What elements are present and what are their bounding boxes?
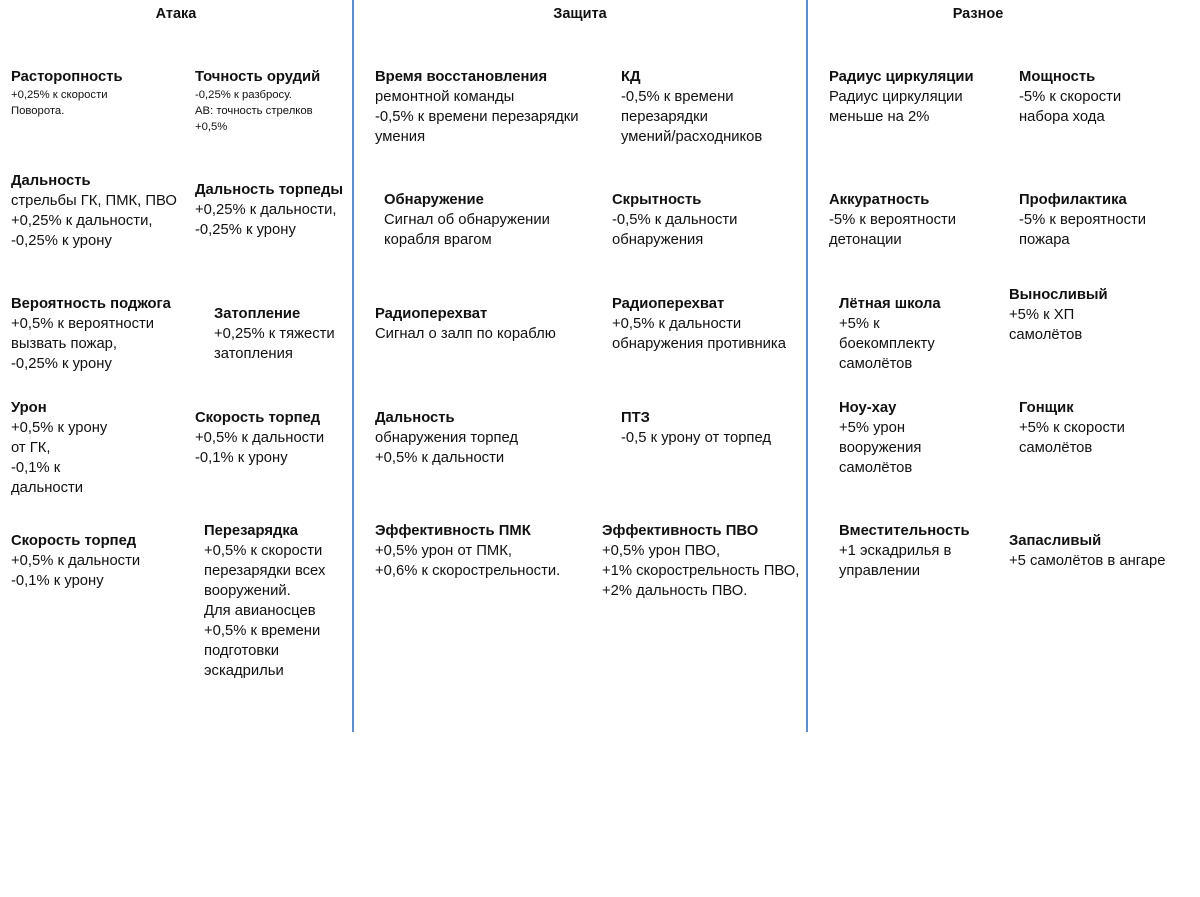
skill-description: +0,25% к скорости Поворота. [11,89,108,117]
skill-title: Мощность [1019,69,1096,85]
skill-description: стрельбы ГК, ПМК, ПВО +0,25% к дальности, -0,25% к урону [11,193,177,249]
skill-description: -0,5% к времени перезарядки умений/расходников [621,89,763,145]
skill-description: -5% к вероятности пожара [1019,212,1147,248]
skill-card [195,180,343,240]
skill-title: Дальность [375,410,455,426]
skill-title: Обнаружение [384,192,484,208]
skill-card [375,521,560,581]
skill-title: Радиоперехват [375,306,488,322]
skill-description: +5% урон вооружения самолётов [839,420,922,476]
skill-title: Запасливый [1009,533,1102,549]
skill-description: +0,25% к тяжести затопления [214,326,335,362]
skill-card [195,408,324,468]
skill-description: -0,25% к разбросу. АВ: точность стрелков +0,5% [195,89,313,133]
skill-card [602,521,799,601]
skill-card [11,294,171,374]
skill-title: Дальность [11,173,91,189]
skill-description: +0,5% урон от ПМК, +0,6% к скорострельности. [375,543,561,579]
skill-card [621,408,771,448]
skill-description: +5% к ХП самолётов [1009,307,1083,343]
skill-card [11,171,177,251]
skill-description: Радиус циркуляции меньше на 2% [829,89,963,125]
skill-title: Дальность торпеды [195,182,344,198]
skill-card [204,521,325,681]
skill-title: Скрытность [612,192,702,208]
skill-title: Лётная школа [839,296,941,312]
skill-card [839,521,970,581]
skill-description: +5 самолётов в ангаре [1009,553,1166,569]
column-title-misc: Разное [952,6,1004,22]
skill-description: ремонтной команды -0,5% к времени перезарядки умения [375,89,579,145]
column-divider [806,0,808,732]
skill-card [11,398,107,498]
skill-title: Урон [11,400,47,416]
skill-title: Гонщик [1019,400,1074,416]
skill-card [195,67,320,135]
column-divider [352,0,354,732]
skill-description: +0,25% к дальности, -0,25% к урону [195,202,337,238]
skill-title: Ноу-хау [839,400,897,416]
skill-description: -5% к скорости набора хода [1019,89,1122,125]
skill-description: +5% к скорости самолётов [1019,420,1125,456]
skill-card [612,190,737,250]
skill-description: +0,5% к дальности обнаружения противника [612,316,786,352]
skill-description: Сигнал о залп по кораблю [375,326,556,342]
skill-title: Аккуратность [829,192,930,208]
skill-card [11,67,123,119]
skill-description: +0,5% к вероятности вызвать пожар, -0,25% к урону [11,316,155,372]
skill-card [1009,531,1166,571]
skill-description: +0,5% урон ПВО, +1% скорострельность ПВО, +2% дальность ПВО. [602,543,800,599]
skill-card [1019,398,1125,458]
skill-title: Перезарядка [204,523,299,539]
skill-card [375,67,578,147]
column-title-attack: Атака [155,6,197,22]
skill-title: Расторопность [11,69,123,85]
skill-card [839,398,921,478]
skill-card [1019,190,1146,250]
skill-title: Радиоперехват [612,296,725,312]
skill-title: КД [621,69,641,85]
skill-title: Скорость торпед [195,410,321,426]
skill-description: +0,5% к урону от ГК, -0,1% к дальности [11,420,108,496]
skill-card [375,408,518,468]
column-title-defense: Защита [553,6,607,22]
skill-title: ПТЗ [621,410,650,426]
skill-card [1019,67,1121,127]
skill-title: Вероятность поджога [11,296,171,312]
skill-title: Вместительность [839,523,970,539]
skill-title: Эффективность ПВО [602,523,759,539]
skill-description: +1 эскадрилья в управлении [839,543,952,579]
skill-description: +0,5% к дальности -0,1% к урону [11,553,141,589]
skill-title: Затопление [214,306,301,322]
skill-description: обнаружения торпед +0,5% к дальности [375,430,519,466]
skill-title: Радиус циркуляции [829,69,974,85]
skill-description: -5% к вероятности детонации [829,212,957,248]
skill-card [11,531,140,591]
skill-description: +0,5% к скорости перезарядки всех вооружений. Для авианосцев +0,5% к времени подготовки эскадрильи [204,543,326,679]
skill-title: Точность орудий [195,69,321,85]
skill-description: -0,5 к урону от торпед [621,430,771,446]
skill-card [621,67,762,147]
skill-title: Время восстановления [375,69,548,85]
skill-title: Выносливый [1009,287,1108,303]
skill-description: +5% к боекомплекту самолётов [839,316,935,372]
skill-card [829,67,974,127]
skill-title: Скорость торпед [11,533,137,549]
skill-description: Сигнал об обнаружении корабля врагом [384,212,550,248]
skill-card [384,190,550,250]
skill-description: -0,5% к дальности обнаружения [612,212,738,248]
skill-card [839,294,941,374]
skill-card [214,304,335,364]
skill-card [375,304,556,344]
skill-card [612,294,786,354]
skill-title: Эффективность ПМК [375,523,531,539]
skill-description: +0,5% к дальности -0,1% к урону [195,430,325,466]
skill-card [829,190,956,250]
skill-title: Профилактика [1019,192,1127,208]
skill-card [1009,285,1108,345]
